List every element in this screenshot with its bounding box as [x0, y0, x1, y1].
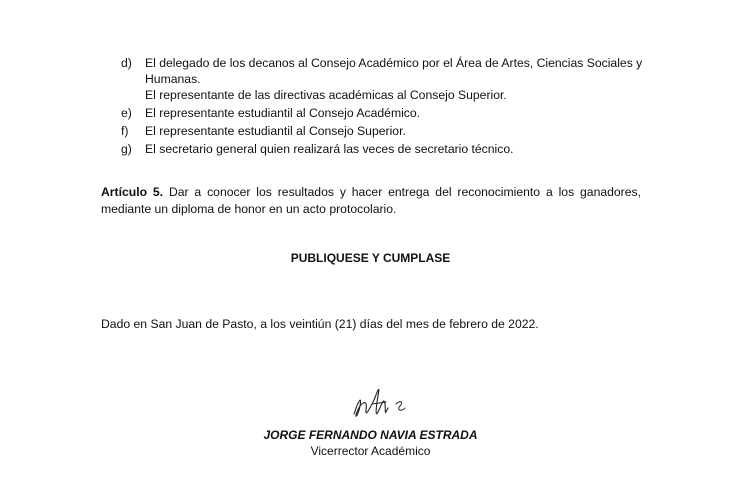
article-5-paragraph [101, 184, 641, 218]
article-text: Dar a conocer los resultados y hacer entrega del reconocimiento a los ganadores, mediante un diploma de honor en un acto protocolario. [101, 185, 642, 216]
list-item-d [121, 55, 651, 103]
committee-member-list [121, 55, 651, 159]
list-marker: f) [121, 124, 129, 138]
handwritten-signature [348, 378, 418, 428]
list-marker: e) [121, 106, 132, 120]
list-marker: d) [121, 56, 132, 70]
list-item-text: El delegado de los decanos al Consejo Académico por el Área de Artes, Ciencias Sociales y Humanas. [145, 56, 643, 86]
dated-line: Dado en San Juan de Pasto, a los veintiún (21) días del mes de febrero de 2022. [101, 317, 539, 331]
list-item-text: El representante estudiantil al Consejo Superior. [145, 124, 406, 138]
list-item-text: El secretario general quien realizará las veces de secretario técnico. [145, 142, 514, 156]
list-item-f [121, 123, 651, 139]
list-marker: g) [121, 142, 132, 156]
list-item-e [121, 105, 651, 121]
list-item-text: El representante estudiantil al Consejo Académico. [145, 106, 421, 120]
signer-role: Vicerrector Académico [310, 444, 431, 458]
publish-heading: PUBLIQUESE Y CUMPLASE [290, 251, 451, 265]
list-item-text: El representante de las directivas académicas al Consejo Superior. [145, 88, 507, 102]
list-item-g [121, 141, 651, 157]
article-label: Artículo 5. [101, 185, 164, 199]
signer-name: JORGE FERNANDO NAVIA ESTRADA [263, 428, 478, 442]
